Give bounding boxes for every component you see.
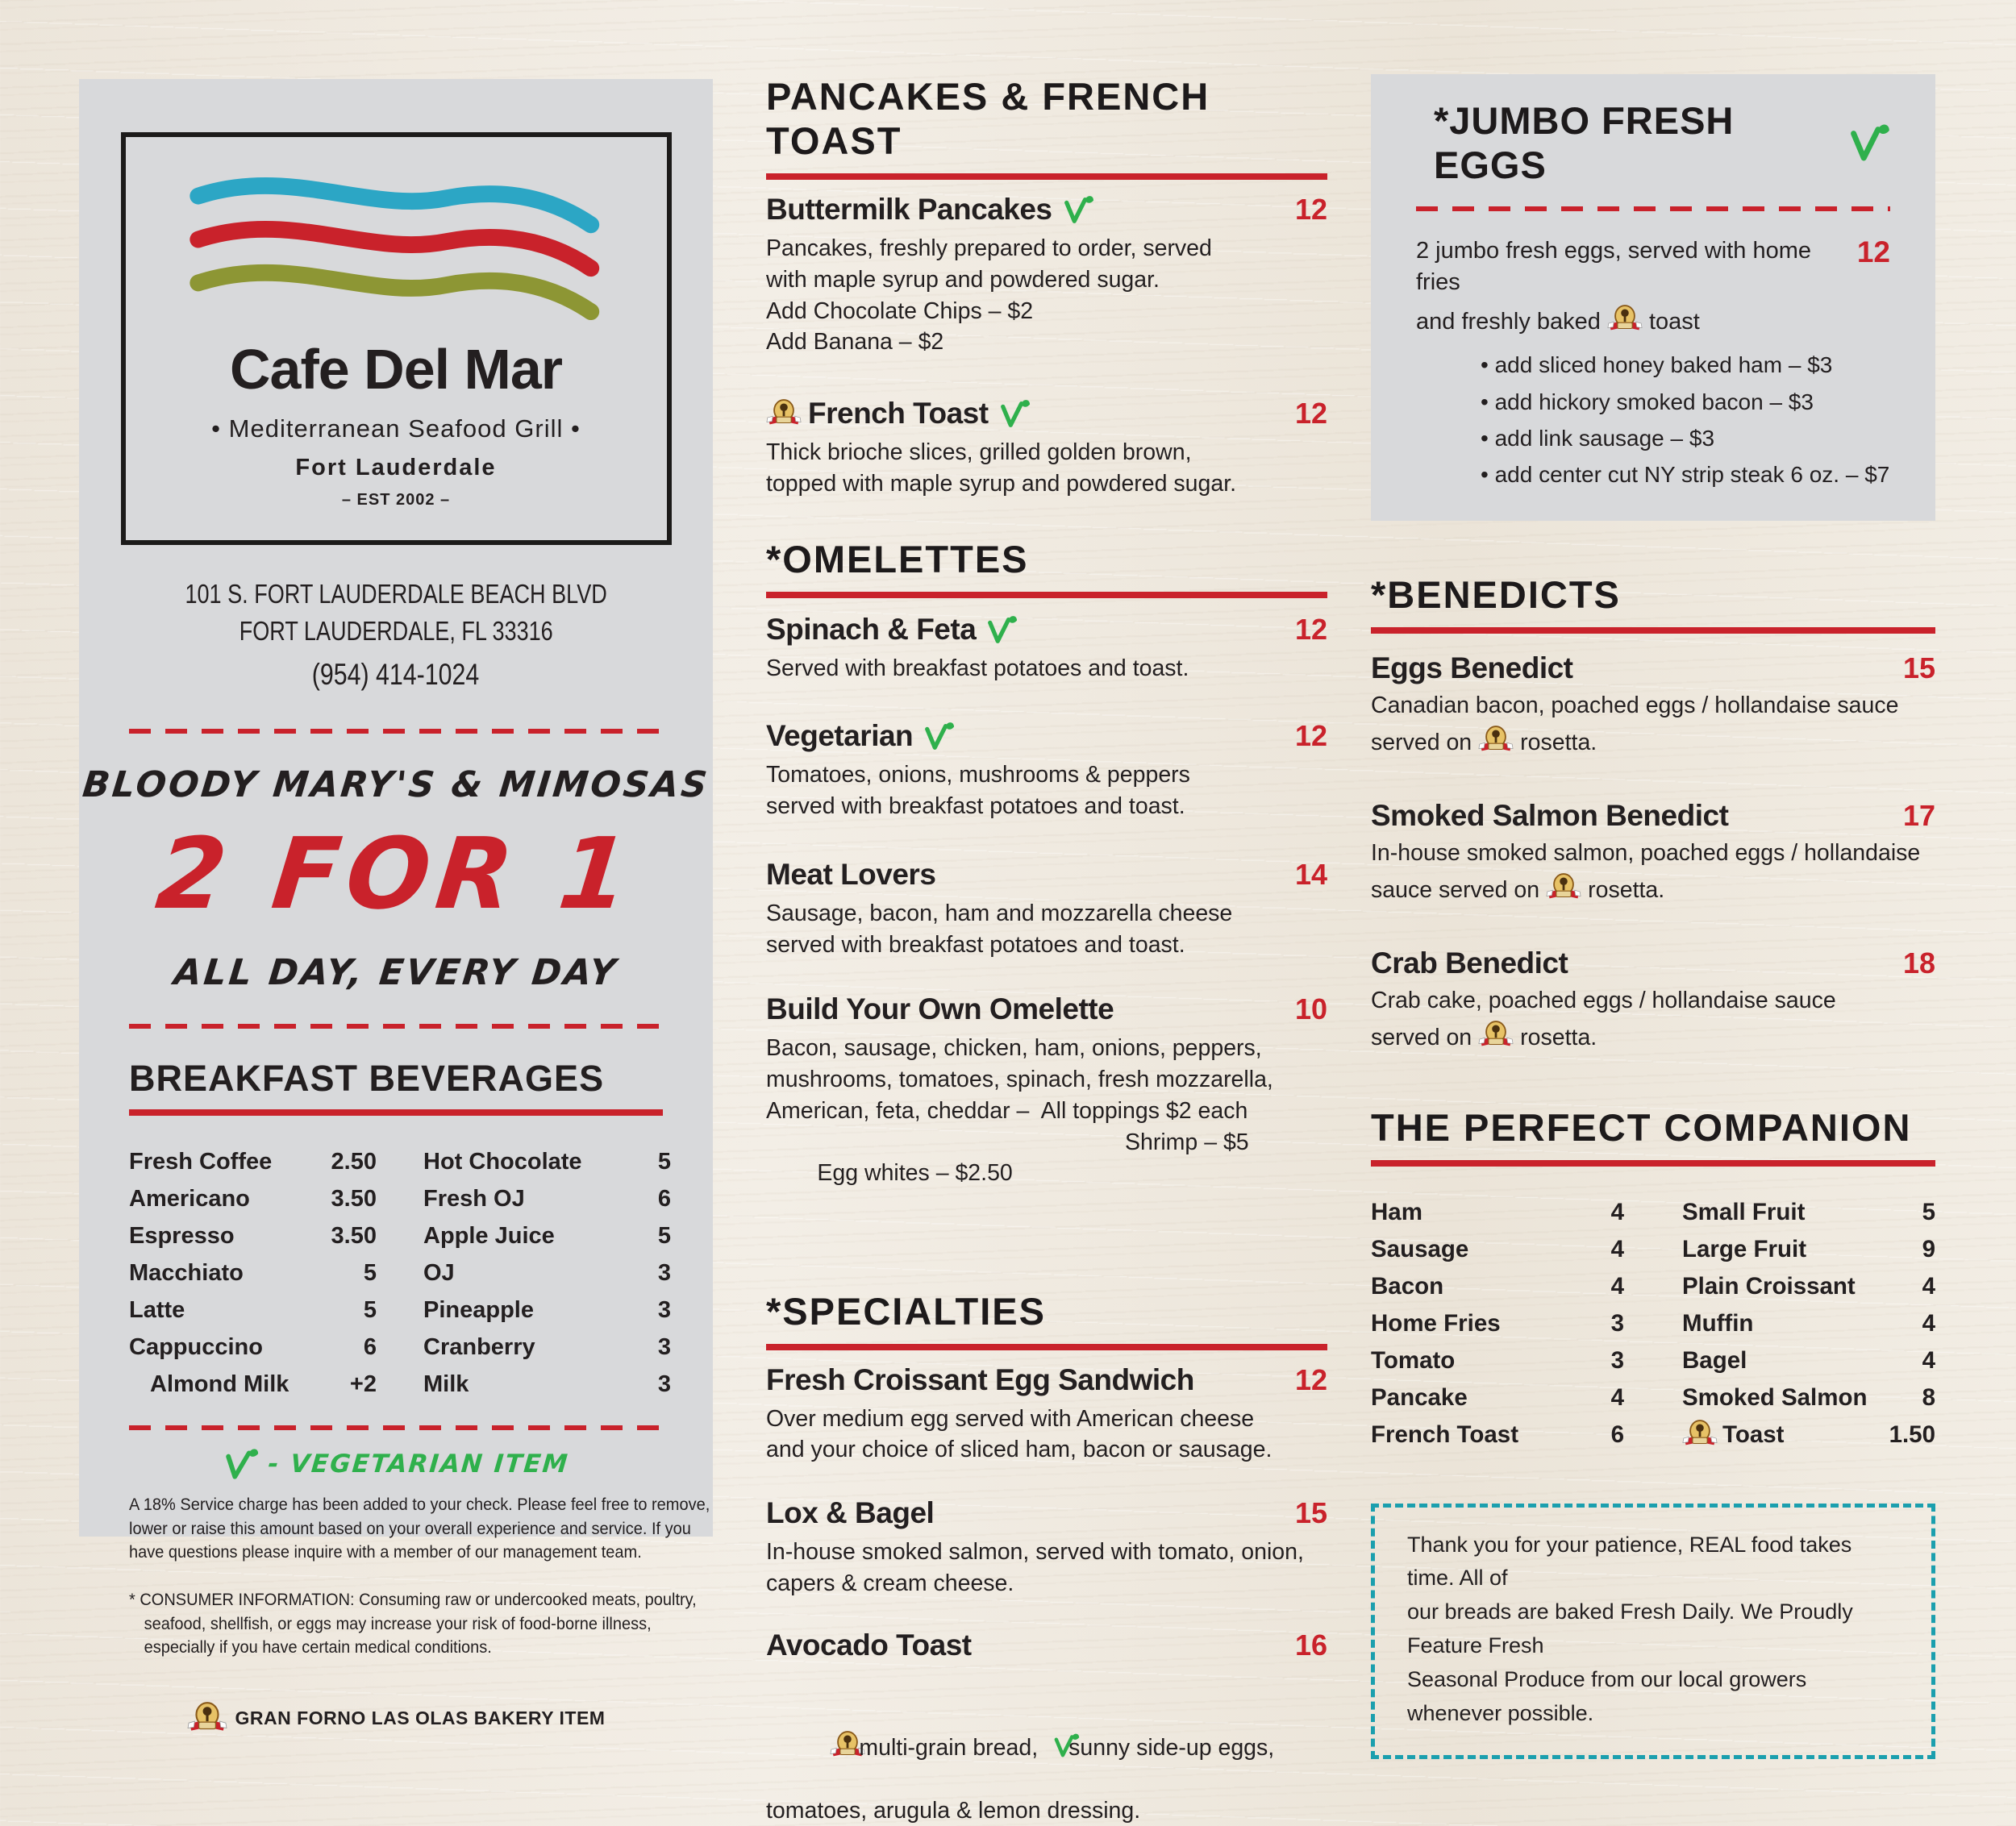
menu-item-lox-bagel [766,1496,1327,1599]
beverage-row: Almond Milk +2 [129,1366,377,1403]
beverage-row: Cranberry 3 [423,1329,671,1366]
companion-row: Bacon 4 [1371,1268,1624,1305]
companion-column-left [1371,1194,1624,1454]
section-rule [1371,627,1935,634]
section-rule [129,1109,663,1116]
bakery-crest-icon [1682,1420,1718,1450]
beverage-row: Milk 3 [423,1366,671,1403]
item-name: Crab Benedict [1371,946,1568,980]
item-description: 2 jumbo fresh eggs, served with home fries [1416,235,1857,298]
companion-row: Toast 1.50 [1682,1416,1935,1454]
item-description: served on rosetta. [1371,726,1935,758]
item-name: Smoked Salmon Benedict [1371,799,1728,833]
menu-item-buttermilk-pancakes [766,193,1327,358]
section-rule [1371,1160,1935,1167]
item-description: Bacon, sausage, chicken, ham, onions, peppers, [766,1033,1327,1064]
beverage-row: Fresh Coffee 2.50 [129,1143,377,1180]
item-price: 12 [1295,397,1327,431]
item-description: and freshly baked toast [1416,305,1890,335]
item-price: 12 [1295,1363,1327,1397]
beverage-row: Macchiato 5 [129,1254,377,1292]
add-on-list [1481,347,1890,493]
beverage-column-left [129,1143,377,1403]
item-description: served on rosetta. [1371,1021,1935,1053]
section-title-beverages: BREAKFAST BEVERAGES [129,1058,663,1100]
companion-row: Small Fruit 5 [1682,1194,1935,1231]
companion-row: Pancake 4 [1371,1379,1624,1416]
shrimp-addon: Shrimp – $5 [1125,1127,1249,1158]
item-description: Over medium egg served with American cheese [766,1404,1327,1435]
menu-column-middle [766,74,1327,1826]
vegetarian-icon [1062,195,1094,224]
menu-item-french-toast [766,397,1327,500]
item-name: Meat Lovers [766,858,935,892]
established-year: – EST 2002 – [126,491,667,510]
item-price: 12 [1857,235,1890,269]
logo-waves-icon [170,164,622,326]
bakery-legend [79,1702,713,1736]
beverage-row: Apple Juice 5 [423,1217,671,1254]
address-line: FORT LAUDERDALE, FL 33316 [79,613,713,650]
vegetarian-icon [985,615,1018,644]
menu-item-croissant-egg-sandwich [766,1363,1327,1466]
section-rule [766,173,1327,180]
restaurant-logo [121,132,672,545]
item-description: served with breakfast potatoes and toast. [766,791,1327,822]
section-title-benedicts: *BENEDICTS [1371,572,1935,617]
restaurant-name: Cafe Del Mar [126,337,667,401]
companion-row: Tomato 3 [1371,1342,1624,1379]
item-description: served with breakfast potatoes and toast. [766,930,1327,961]
divider-dashed [1416,206,1890,211]
left-info-panel [79,79,713,1537]
add-on: • add hickory smoked bacon – $3 [1481,384,1890,420]
item-name: Buttermilk Pancakes [766,193,1052,227]
promo-schedule: ALL DAY, EVERY DAY [77,952,714,993]
bakery-crest-icon [1607,305,1643,335]
add-on: • add sliced honey baked ham – $3 [1481,347,1890,383]
menu-item-vegetarian-omelette [766,719,1327,822]
phone-number: (954) 414-1024 [79,654,713,695]
item-description: topped with maple syrup and powdered sugar. [766,468,1327,500]
vegetarian-icon [923,722,955,751]
menu-item-crab-benedict [1371,946,1935,1054]
promo-deal: 2 FOR 1 [73,817,719,931]
item-add-on [766,1127,1327,1252]
item-price: 17 [1903,799,1935,833]
beverage-row: Espresso 3.50 [129,1217,377,1254]
menu-item-eggs-benedict [1371,651,1935,759]
bakery-crest-icon [1478,726,1514,755]
companion-row: Muffin 4 [1682,1305,1935,1342]
item-name: French Toast [808,397,989,431]
item-price: 15 [1295,1496,1327,1530]
companion-row: Plain Croissant 4 [1682,1268,1935,1305]
item-name: Avocado Toast [766,1628,972,1662]
item-add-on: Add Chocolate Chips – $2 [766,296,1327,327]
item-price: 12 [1295,719,1327,753]
bakery-crest-icon [817,1699,852,1729]
bakery-crest-icon [1546,873,1581,903]
item-description: Crab cake, poached eggs / hollandaise sauce [1371,985,1935,1016]
item-name: Vegetarian [766,719,913,753]
item-description: with maple syrup and powdered sugar. [766,264,1327,296]
beverage-row: Pineapple 3 [423,1292,671,1329]
item-description: In-house smoked salmon, poached eggs / hollandaise [1371,838,1935,868]
companion-row: Large Fruit 9 [1682,1231,1935,1268]
companion-column-right [1682,1194,1935,1454]
menu-item-spinach-feta [766,613,1327,684]
thank-you-note: Thank you for your patience, REAL food takes time. All of our breads are baked Fresh Daily. We Proudly Feature Fresh Seasonal Produce from our local growers whenever possible. [1371,1504,1935,1759]
item-name: Spinach & Feta [766,613,976,647]
divider-dashed [129,729,663,734]
jumbo-fresh-eggs-box [1371,74,1935,521]
vegetarian-icon [998,399,1031,428]
divider-dashed [129,1425,663,1430]
section-rule [766,1344,1327,1350]
item-description: Canadian bacon, poached eggs / hollandaise sauce [1371,690,1935,721]
menu-item-meat-lovers [766,858,1327,961]
restaurant-city: Fort Lauderdale [126,455,667,481]
vegetarian-legend [77,1448,714,1480]
add-on: • add link sausage – $3 [1481,420,1890,456]
bakery-crest-icon [1478,1021,1514,1050]
bakery-crest-icon [766,399,802,429]
vegetarian-icon [1847,123,1890,163]
beverage-row: Latte 5 [129,1292,377,1329]
item-price: 12 [1295,193,1327,227]
companion-row: Ham 4 [1371,1194,1624,1231]
vegetarian-icon [222,1448,260,1480]
beverage-row: Hot Chocolate 5 [423,1143,671,1180]
beverage-table [129,1143,671,1403]
item-price: 14 [1295,858,1327,892]
service-charge-note: A 18% Service charge has been added to your check. Please feel free to remove, lower or raise this amount based on your overall experience and service. If you have questions please inquire with a member of our management team. [129,1493,666,1564]
section-title-omelettes: *OMELETTES [766,537,1327,581]
beverage-row: Americano 3.50 [129,1180,377,1217]
consumer-information-note: * CONSUMER INFORMATION: Consuming raw or undercooked meats, poultry, seafood, shellfish, or eggs may increase your risk of food-borne illness, especially if you have certain medical conditions. [129,1588,666,1659]
item-description: American, feta, cheddar – All toppings $2 each [766,1096,1327,1127]
item-description: sauce served on rosetta. [1371,873,1935,905]
section-title-pancakes: PANCAKES & FRENCH TOAST [766,74,1327,163]
item-price: 12 [1295,613,1327,647]
drink-promo [79,764,713,993]
beverage-row: Fresh OJ 6 [423,1180,671,1217]
restaurant-tagline: • Mediterranean Seafood Grill • [126,414,667,443]
beverage-row: OJ 3 [423,1254,671,1292]
vegetarian-icon [1039,1701,1067,1727]
companion-row: Bagel 4 [1682,1342,1935,1379]
menu-item-smoked-salmon-benedict [1371,799,1935,906]
item-price: 18 [1903,946,1935,980]
item-description: capers & cream cheese. [766,1568,1327,1599]
item-description: Pancakes, freshly prepared to order, served [766,233,1327,264]
item-description: multi-grain bread, sunny side-up eggs, [766,1669,1327,1795]
item-description: Sausage, bacon, ham and mozzarella cheese [766,898,1327,930]
address-line: 101 S. FORT LAUDERDALE BEACH BLVD [79,576,713,613]
address [79,576,713,695]
item-description: In-house smoked salmon, served with tomato, onion, [766,1537,1327,1568]
item-name: Build Your Own Omelette [766,992,1114,1026]
bakery-crest-icon [187,1702,227,1736]
beverage-row: Cappuccino 6 [129,1329,377,1366]
item-description: Served with breakfast potatoes and toast. [766,653,1327,684]
item-description: and your choice of sliced ham, bacon or sausage. [766,1434,1327,1466]
item-description: Thick brioche slices, grilled golden brown, [766,437,1327,468]
companion-row: Smoked Salmon 8 [1682,1379,1935,1416]
menu-item-avocado-toast [766,1628,1327,1826]
item-description: tomatoes, arugula & lemon dressing. [766,1795,1327,1826]
section-title-companion: THE PERFECT COMPANION [1371,1105,1935,1150]
divider-dashed [129,1024,663,1029]
item-name: Eggs Benedict [1371,651,1573,685]
item-add-on: Add Banana – $2 [766,327,1327,358]
item-name: Lox & Bagel [766,1496,934,1530]
menu-item-build-your-own-omelette [766,992,1327,1251]
companion-row: Home Fries 3 [1371,1305,1624,1342]
add-on: • add center cut NY strip steak 6 oz. – $7 [1481,456,1890,493]
vegetarian-legend-label: - VEGETARIAN ITEM [267,1450,570,1479]
item-name: Fresh Croissant Egg Sandwich [766,1363,1194,1397]
item-description: Tomatoes, onions, mushrooms & peppers [766,759,1327,791]
item-price: 15 [1903,651,1935,685]
section-title-jumbo-eggs: *JUMBO FRESH EGGS [1434,98,1836,187]
item-description: mushrooms, tomatoes, spinach, fresh mozzarella, [766,1064,1327,1096]
menu-column-right [1371,74,1935,1759]
companion-row: French Toast 6 [1371,1416,1624,1454]
promo-drinks-label: BLOODY MARY'S & MIMOSAS [77,764,714,805]
egg-whites-addon: Egg whites – $2.50 [817,1160,1012,1186]
companion-row: Sausage 4 [1371,1231,1624,1268]
section-rule [766,592,1327,598]
section-title-specialties: *SPECIALTIES [766,1289,1327,1333]
bakery-legend-label: GRAN FORNO LAS OLAS BAKERY ITEM [235,1707,606,1729]
item-price: 10 [1295,992,1327,1026]
beverage-column-right [423,1143,671,1403]
companion-table [1371,1194,1935,1454]
item-price: 16 [1295,1628,1327,1662]
